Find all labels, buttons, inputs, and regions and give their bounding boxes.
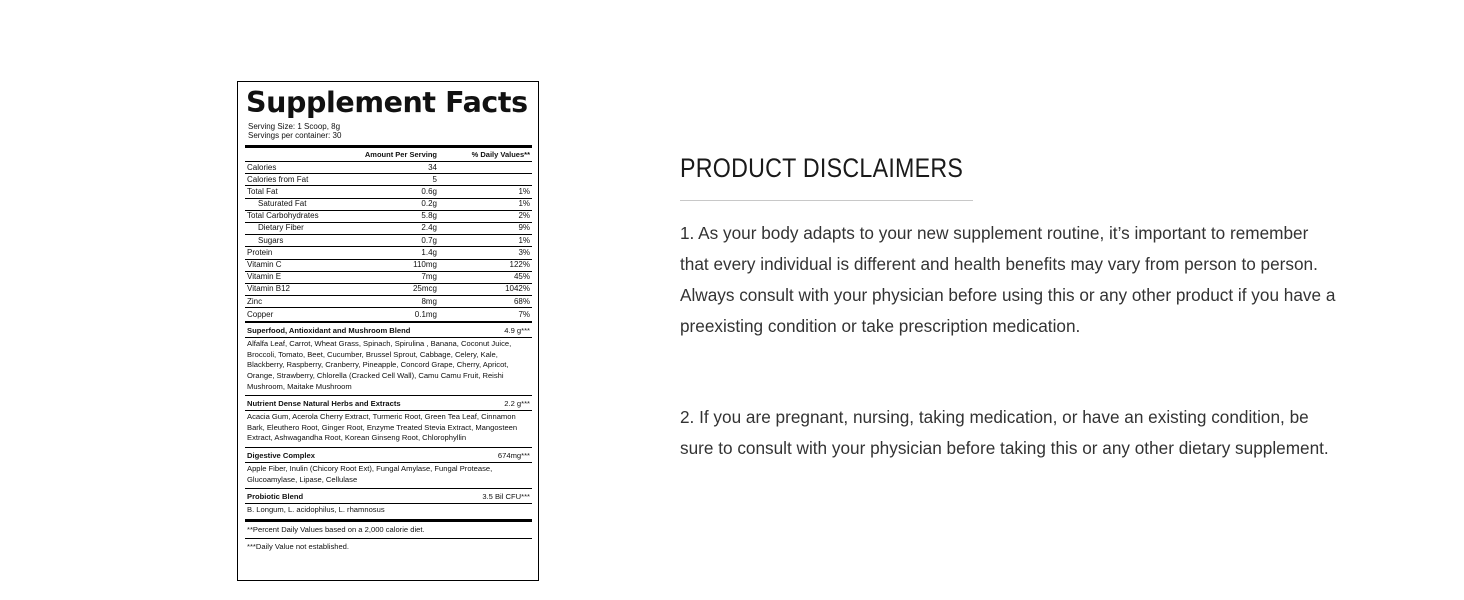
facts-header-row [245,148,532,162]
nutrient-name: Calories from Fat [247,174,309,184]
blend-ingredients: Acacia Gum, Acerola Cherry Extract, Turmeric Root, Green Tea Leaf, Cinnamon Bark, Eleuthero Root, Ginger Root, Enzyme Treated Stevia Extract, Mangosteen Extract, Ashwagandha Root, Korean Ginseng Root, Chlorophyllin [247,412,518,443]
nutrient-daily-value: 7% [518,309,530,319]
nutrient-name: Copper [247,309,274,319]
blend-header [245,489,532,503]
nutrient-name: Vitamin B12 [247,284,290,294]
nutrient-amount: 8mg [421,296,437,306]
blend-amount: 4.9 g*** [504,326,530,336]
disclaimer-paragraph-2: 2. If you are pregnant, nursing, taking medication, or have an existing condition, be sure to consult with your physician before taking this or any other dietary supplement. [680,407,1329,458]
footnote-daily-values: **Percent Daily Values based on a 2,000 calorie diet. [247,524,425,534]
nutrient-amount: 5.8g [421,211,437,221]
blend-header [245,448,532,462]
blend-ingredients: B. Longum, L. acidophilus, L. rhamnosus [247,505,385,515]
nutrient-amount: 110mg [413,260,437,269]
servings-per-container: Servings per container: 30 [248,130,342,140]
blend-amount: 674mg*** [497,451,530,460]
nutrient-name: Total Carbohydrates [247,211,319,221]
blend-table [245,323,532,519]
blend-ingredients: Alfalfa Leaf, Carrot, Wheat Grass, Spinach, Spirulina , Banana, Coconut Juice, Broccoli, Tomato, Beet, Cucumber, Brussel Sprout, Cabbage, Celery, Kale, Blackberry, Raspberry, Cranberry, Pineapple, Concord Grape, Cherry, Apricot, Orange, Strawberry, Chlorella (Cracked Cell Wall), Camu Camu Fruit, Reishi Mushroom, Maitake Mushroom [247,339,512,391]
blend-amount: 3.5 Bil CFU*** [482,492,530,502]
nutrient-amount: 25mcg [412,284,437,294]
blend-header [245,396,532,410]
nutrient-row [245,211,532,223]
nutrient-name: Calories [247,162,277,172]
nutrient-daily-value: 68% [513,296,530,306]
nutrient-amount: 0.2g [421,199,437,209]
nutrient-table [245,162,532,323]
nutrient-name: Protein [247,247,273,257]
title-underline [680,200,973,201]
nutrient-amount: 0.6g [421,186,437,196]
nutrient-row [245,235,532,247]
blend-name: Superfood, Antioxidant and Mushroom Blend [247,326,411,336]
nutrient-amount: 0.1mg [414,309,437,319]
nutrient-amount: 34 [428,162,437,172]
blend-ingredients: Apple Fiber, Inulin (Chicory Root Ext), Fungal Amylase, Fungal Protease, Glucoamylase, Lipase, Cellulase [247,464,493,484]
nutrient-row [245,199,532,211]
nutrient-daily-value: 1% [518,186,530,196]
header-daily-value: % Daily Values** [471,150,530,159]
nutrient-amount: 7mg [421,272,437,282]
blend-name: Probiotic Blend [247,492,304,502]
nutrient-amount: 0.7g [421,235,437,245]
nutrient-row [245,260,532,272]
nutrient-row [245,296,532,308]
nutrient-daily-value: 1042% [505,284,530,294]
nutrient-daily-value: 1% [518,235,530,245]
nutrient-daily-value: 1% [518,199,530,209]
nutrient-daily-value: 9% [518,223,530,233]
nutrient-row [245,174,532,186]
nutrient-amount: 5 [432,174,437,184]
header-amount: Amount Per Serving [364,150,437,159]
facts-title: Supplement Facts [246,86,528,119]
disclaimers-title: PRODUCT DISCLAIMERS [680,153,964,183]
nutrient-row [245,272,532,284]
nutrient-row [245,223,532,235]
nutrient-row [245,186,532,198]
nutrient-amount: 1.4g [421,247,437,257]
nutrient-row [245,308,532,323]
nutrient-amount: 2.4g [421,223,437,233]
nutrient-name: Sugars [258,235,284,245]
blend-name: Digestive Complex [247,451,315,460]
blend-name: Nutrient Dense Natural Herbs and Extracts [247,399,401,409]
nutrient-row [245,284,532,296]
nutrient-name: Total Fat [247,186,278,196]
nutrient-daily-value: 3% [518,247,530,257]
disclaimer-paragraph-1: 1. As your body adapts to your new supplement routine, it’s important to remember that every individual is different and health benefits may vary from person to person. Always consult with your physician before using this or any other product if you have a preexisting condition or take prescription medication. [680,223,1336,336]
nutrient-name: Vitamin E [247,272,282,282]
nutrient-daily-value: 2% [518,211,530,221]
nutrient-name: Saturated Fat [258,199,307,209]
nutrient-daily-value: 122% [509,260,530,269]
serving-size: Serving Size: 1 Scoop, 8g [248,122,341,131]
blend-amount: 2.2 g*** [504,399,530,409]
nutrient-daily-value: 45% [513,272,530,282]
blend-header [245,323,532,337]
nutrient-name: Dietary Fiber [258,223,304,233]
nutrient-name: Zinc [247,296,263,306]
nutrient-row [245,162,532,174]
supplement-facts-panel [237,81,539,581]
nutrient-row [245,247,532,259]
nutrient-name: Vitamin C [247,260,282,269]
footnote-not-established: ***Daily Value not established. [247,541,350,551]
